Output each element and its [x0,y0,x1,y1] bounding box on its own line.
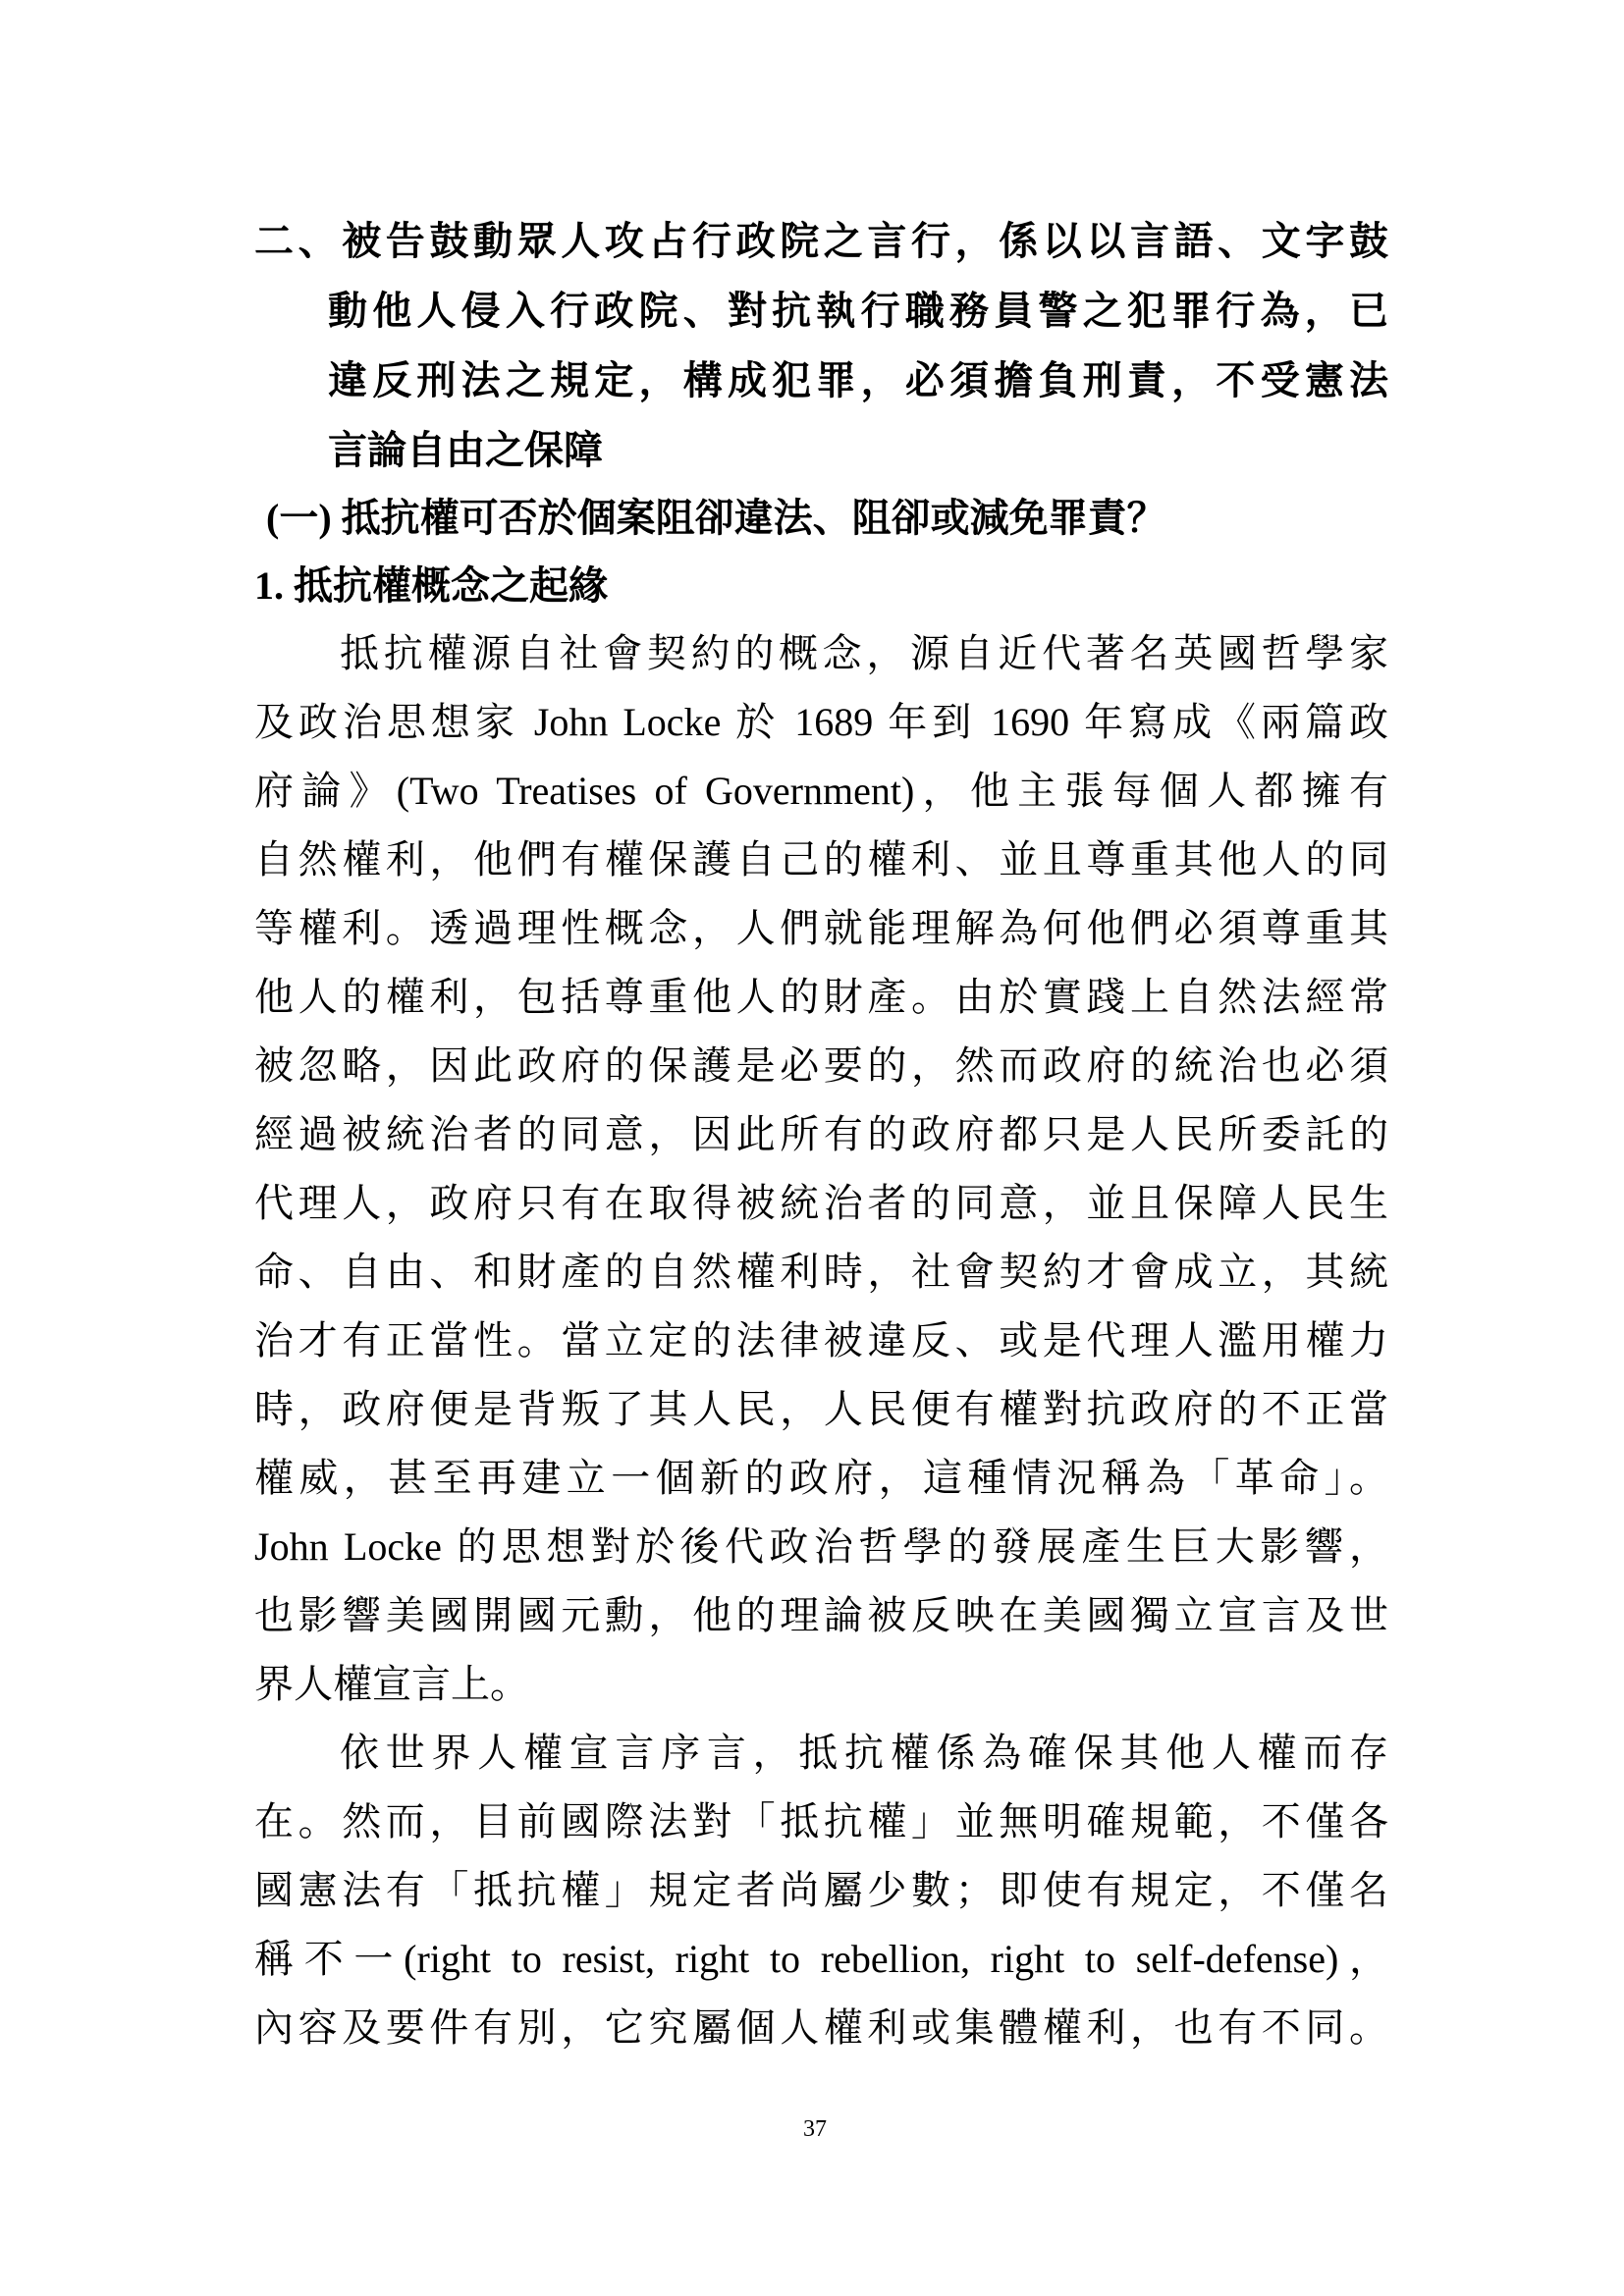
main-heading-line: 違反刑法之規定，構成犯罪，必須擔負刑責，不受憲法 [328,358,1388,402]
paragraph-line: 治才有正當性。當立定的法律被違反、或是代理人濫用權力 [254,1318,1388,1362]
main-heading-line: 動他人侵入行政院、對抗執行職務員警之犯罪行為，已 [328,289,1388,333]
paragraph-line: 命、自由、和財產的自然權利時，社會契約才會成立，其統 [254,1250,1388,1294]
paragraph-line: 時，政府便是背叛了其人民，人民便有權對抗政府的不正當 [254,1387,1388,1431]
paragraph-line: 被忽略，因此政府的保護是必要的，然而政府的統治也必須 [254,1043,1388,1088]
paragraph-line: 府論》(Two Treatises of Government)，他主張每個人都擁有 [254,769,1388,813]
paragraph-2 [254,1719,1388,2062]
paragraph-line: 稱不一(right to resist, right to rebellion, right to self-defense)， [254,1937,1388,1981]
paragraph-line: 自然權利，他們有權保護自己的權利、並且尊重其他人的同 [254,837,1388,881]
paragraph-line: 在。然而，目前國際法對「抵抗權」並無明確規範，不僅各 [254,1799,1388,1843]
paragraph-line: 等權利。透過理性概念，人們就能理解為何他們必須尊重其 [254,906,1388,950]
subsection-heading: (一) 抵抗權可否於個案阻卻違法、阻卻或減免罪責？ [266,496,1166,540]
paragraph-line: 依世界人權宣言序言，抵抗權係為確保其他人權而存 [340,1731,1388,1775]
paragraph-line: 及政治思想家 John Locke 於 1689 年到 1690 年寫成《兩篇政 [254,700,1388,744]
paragraph-line: 國憲法有「抵抗權」規定者尚屬少數；即使有規定，不僅名 [254,1868,1388,1912]
paragraph-line: 權威，甚至再建立一個新的政府，這種情況稱為「革命」。 [254,1456,1388,1500]
paragraph-line: 經過被統治者的同意，因此所有的政府都只是人民所委託的 [254,1112,1388,1156]
text-column [254,206,1388,2062]
paragraph-line: 抵抗權源自社會契約的概念，源自近代著名英國哲學家 [340,631,1388,675]
paragraph-line: 內容及要件有別，它究屬個人權利或集體權利，也有不同。 [254,2005,1388,2050]
paragraph-line: 也影響美國開國元勳，他的理論被反映在美國獨立宣言及世 [254,1593,1388,1637]
paragraph-line: 代理人，政府只有在取得被統治者的同意，並且保障人民生 [254,1181,1388,1225]
main-heading [254,206,1388,485]
paragraph-line: John Locke 的思想對於後代政治哲學的發展產生巨大影響， [254,1524,1388,1569]
main-heading-line: 言論自由之保障 [328,428,603,472]
paragraph-line: 界人權宣言上。 [254,1662,529,1706]
paragraph-1 [254,619,1388,1719]
page-number: 37 [803,2116,827,2142]
paragraph-line: 他人的權利，包括尊重他人的財產。由於實踐上自然法經常 [254,975,1388,1019]
item-title: 1. 抵抗權概念之起緣 [254,563,608,608]
main-heading-line: 二、被告鼓動眾人攻占行政院之言行，係以以言語、文字鼓 [254,219,1388,263]
